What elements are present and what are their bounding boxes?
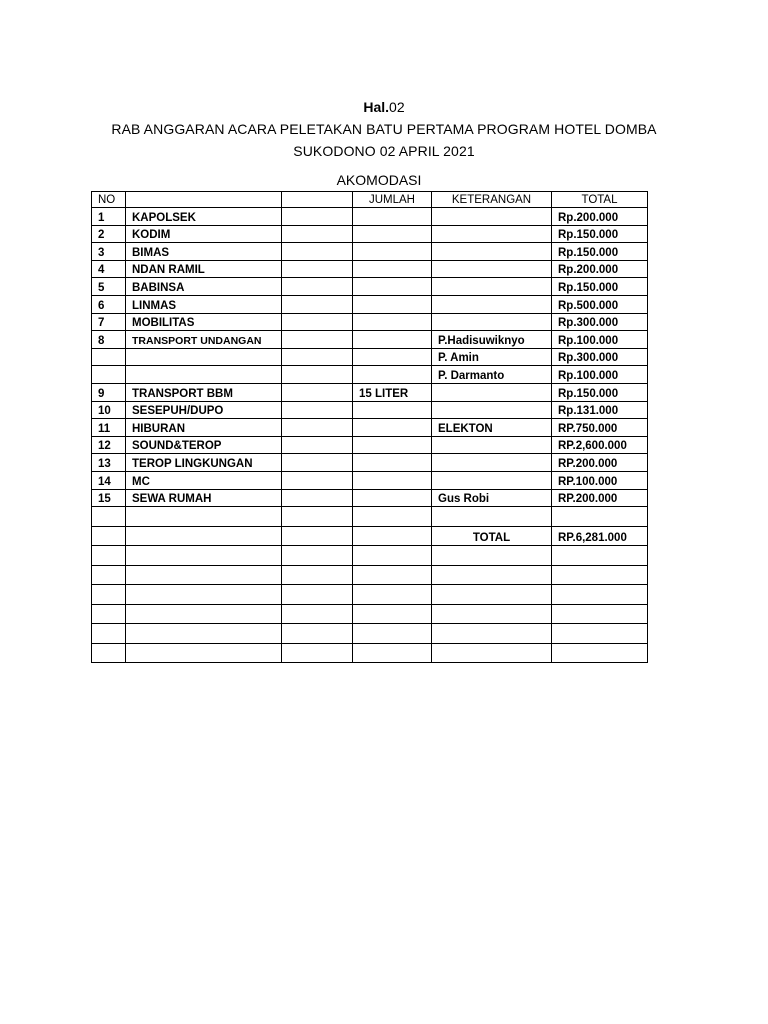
row-extra	[282, 471, 353, 489]
row-no: 5	[92, 278, 126, 296]
row-jumlah	[353, 331, 432, 349]
row-total: Rp.200.000	[552, 208, 648, 226]
row-jumlah	[353, 348, 432, 366]
empty-cell	[552, 643, 648, 663]
empty-cell	[282, 585, 353, 605]
empty-cell	[552, 507, 648, 527]
row-no: 3	[92, 243, 126, 261]
header-item	[126, 192, 282, 208]
empty-cell	[126, 507, 282, 527]
empty-cell	[126, 624, 282, 644]
total-value: RP.6,281.000	[552, 526, 648, 546]
document-title-line1: RAB ANGGARAN ACARA PELETAKAN BATU PERTAMA PROGRAM HOTEL DOMBA	[111, 121, 657, 137]
header-jumlah: JUMLAH	[353, 192, 432, 208]
table-row	[92, 208, 648, 226]
row-total: Rp.100.000	[552, 331, 648, 349]
row-extra	[282, 208, 353, 226]
row-item: KODIM	[126, 225, 282, 243]
row-total: Rp.150.000	[552, 225, 648, 243]
row-keterangan	[432, 471, 552, 489]
document-title-line2: SUKODONO 02 APRIL 2021	[293, 143, 475, 159]
row-item: MC	[126, 471, 282, 489]
empty-cell	[92, 546, 126, 566]
row-extra	[282, 489, 353, 507]
empty-row	[92, 507, 648, 527]
empty-cell	[126, 585, 282, 605]
row-item: SOUND&TEROP	[126, 436, 282, 454]
row-keterangan	[432, 383, 552, 401]
table-row	[92, 471, 648, 489]
empty-cell	[282, 546, 353, 566]
row-total: RP.2,600.000	[552, 436, 648, 454]
row-item: TRANSPORT BBM	[126, 383, 282, 401]
empty-cell	[353, 565, 432, 585]
row-total: Rp.150.000	[552, 383, 648, 401]
row-jumlah	[353, 454, 432, 472]
empty-cell	[282, 526, 353, 546]
row-keterangan: P. Amin	[432, 348, 552, 366]
empty-row	[92, 585, 648, 605]
row-extra	[282, 278, 353, 296]
empty-cell	[282, 507, 353, 527]
empty-cell	[353, 585, 432, 605]
empty-cell	[552, 565, 648, 585]
page-number-prefix: Hal.	[363, 99, 390, 115]
page-number	[0, 96, 768, 118]
empty-row	[92, 546, 648, 566]
table-row	[92, 313, 648, 331]
empty-cell	[353, 526, 432, 546]
row-item: HIBURAN	[126, 419, 282, 437]
table-row	[92, 383, 648, 401]
row-extra	[282, 313, 353, 331]
row-extra	[282, 436, 353, 454]
empty-cell	[552, 604, 648, 624]
empty-cell	[126, 565, 282, 585]
empty-cell	[92, 585, 126, 605]
row-no: 1	[92, 208, 126, 226]
table-row	[92, 436, 648, 454]
row-keterangan	[432, 401, 552, 419]
total-row	[92, 526, 648, 546]
row-jumlah	[353, 295, 432, 313]
row-keterangan: ELEKTON	[432, 419, 552, 437]
row-keterangan	[432, 454, 552, 472]
header-no: NO	[92, 192, 126, 208]
budget-table	[91, 191, 648, 663]
row-keterangan	[432, 260, 552, 278]
row-no: 14	[92, 471, 126, 489]
table-row	[92, 454, 648, 472]
row-item	[126, 366, 282, 384]
row-extra	[282, 454, 353, 472]
row-keterangan: P.Hadisuwiknyo	[432, 331, 552, 349]
row-keterangan: Gus Robi	[432, 489, 552, 507]
table-row	[92, 401, 648, 419]
header-keterangan: KETERANGAN	[432, 192, 552, 208]
row-no: 6	[92, 295, 126, 313]
row-keterangan: P. Darmanto	[432, 366, 552, 384]
row-extra	[282, 419, 353, 437]
row-no: 2	[92, 225, 126, 243]
empty-cell	[282, 565, 353, 585]
empty-cell	[282, 624, 353, 644]
row-total: RP.100.000	[552, 471, 648, 489]
row-item: BABINSA	[126, 278, 282, 296]
empty-cell	[432, 604, 552, 624]
empty-row	[92, 624, 648, 644]
row-extra	[282, 401, 353, 419]
empty-cell	[432, 624, 552, 644]
table-row	[92, 348, 648, 366]
empty-cell	[92, 507, 126, 527]
empty-cell	[126, 643, 282, 663]
row-jumlah	[353, 313, 432, 331]
empty-cell	[92, 526, 126, 546]
row-extra	[282, 331, 353, 349]
row-no	[92, 366, 126, 384]
row-jumlah	[353, 401, 432, 419]
empty-row	[92, 604, 648, 624]
table-row	[92, 295, 648, 313]
empty-cell	[92, 624, 126, 644]
row-item: MOBILITAS	[126, 313, 282, 331]
row-item: TEROP LINGKUNGAN	[126, 454, 282, 472]
empty-cell	[552, 624, 648, 644]
row-total: Rp.300.000	[552, 313, 648, 331]
row-item: NDAN RAMIL	[126, 260, 282, 278]
row-no: 11	[92, 419, 126, 437]
row-total: Rp.131.000	[552, 401, 648, 419]
row-extra	[282, 225, 353, 243]
header-extra	[282, 192, 353, 208]
row-jumlah	[353, 419, 432, 437]
row-total: Rp.300.000	[552, 348, 648, 366]
empty-cell	[432, 546, 552, 566]
table-row	[92, 243, 648, 261]
total-label: TOTAL	[432, 526, 552, 546]
header-total: TOTAL	[552, 192, 648, 208]
empty-cell	[353, 507, 432, 527]
empty-cell	[92, 643, 126, 663]
row-extra	[282, 243, 353, 261]
row-jumlah	[353, 436, 432, 454]
empty-cell	[353, 643, 432, 663]
row-jumlah	[353, 243, 432, 261]
row-no: 10	[92, 401, 126, 419]
row-keterangan	[432, 278, 552, 296]
table-row	[92, 331, 648, 349]
empty-cell	[432, 565, 552, 585]
document-header	[0, 96, 768, 162]
row-jumlah	[353, 260, 432, 278]
row-item: LINMAS	[126, 295, 282, 313]
empty-cell	[432, 507, 552, 527]
row-no	[92, 348, 126, 366]
empty-cell	[92, 604, 126, 624]
empty-cell	[282, 604, 353, 624]
row-no: 9	[92, 383, 126, 401]
table-row	[92, 278, 648, 296]
empty-row	[92, 643, 648, 663]
row-jumlah	[353, 489, 432, 507]
row-no: 8	[92, 331, 126, 349]
row-keterangan	[432, 313, 552, 331]
empty-cell	[432, 585, 552, 605]
row-no: 12	[92, 436, 126, 454]
row-no: 4	[92, 260, 126, 278]
table-row	[92, 419, 648, 437]
row-extra	[282, 295, 353, 313]
row-total: Rp.150.000	[552, 278, 648, 296]
row-item: SESEPUH/DUPO	[126, 401, 282, 419]
row-extra	[282, 260, 353, 278]
table-row	[92, 225, 648, 243]
table-row	[92, 489, 648, 507]
row-total: RP.750.000	[552, 419, 648, 437]
empty-cell	[126, 604, 282, 624]
table-header-row	[92, 192, 648, 208]
row-keterangan	[432, 243, 552, 261]
empty-row	[92, 565, 648, 585]
section-title: AKOMODASI	[336, 172, 422, 188]
row-item: SEWA RUMAH	[126, 489, 282, 507]
empty-cell	[552, 546, 648, 566]
row-keterangan	[432, 295, 552, 313]
page-number-value: 02	[389, 99, 405, 115]
empty-cell	[552, 585, 648, 605]
row-item	[126, 348, 282, 366]
row-keterangan	[432, 225, 552, 243]
row-keterangan	[432, 208, 552, 226]
empty-cell	[126, 546, 282, 566]
empty-cell	[353, 604, 432, 624]
empty-cell	[353, 546, 432, 566]
row-jumlah: 15 LITER	[353, 383, 432, 401]
row-item: TRANSPORT UNDANGAN	[126, 331, 282, 349]
empty-cell	[432, 643, 552, 663]
row-no: 15	[92, 489, 126, 507]
row-extra	[282, 366, 353, 384]
row-total: RP.200.000	[552, 489, 648, 507]
row-jumlah	[353, 225, 432, 243]
row-extra	[282, 383, 353, 401]
row-item: BIMAS	[126, 243, 282, 261]
row-item: KAPOLSEK	[126, 208, 282, 226]
row-jumlah	[353, 208, 432, 226]
row-no: 13	[92, 454, 126, 472]
table-row	[92, 366, 648, 384]
row-no: 7	[92, 313, 126, 331]
row-total: Rp.150.000	[552, 243, 648, 261]
row-jumlah	[353, 278, 432, 296]
empty-cell	[126, 526, 282, 546]
empty-cell	[353, 624, 432, 644]
row-total: Rp.200.000	[552, 260, 648, 278]
row-keterangan	[432, 436, 552, 454]
empty-cell	[282, 643, 353, 663]
row-total: Rp.500.000	[552, 295, 648, 313]
empty-cell	[92, 565, 126, 585]
row-jumlah	[353, 471, 432, 489]
row-extra	[282, 348, 353, 366]
row-total: Rp.100.000	[552, 366, 648, 384]
table-row	[92, 260, 648, 278]
row-jumlah	[353, 366, 432, 384]
row-total: RP.200.000	[552, 454, 648, 472]
